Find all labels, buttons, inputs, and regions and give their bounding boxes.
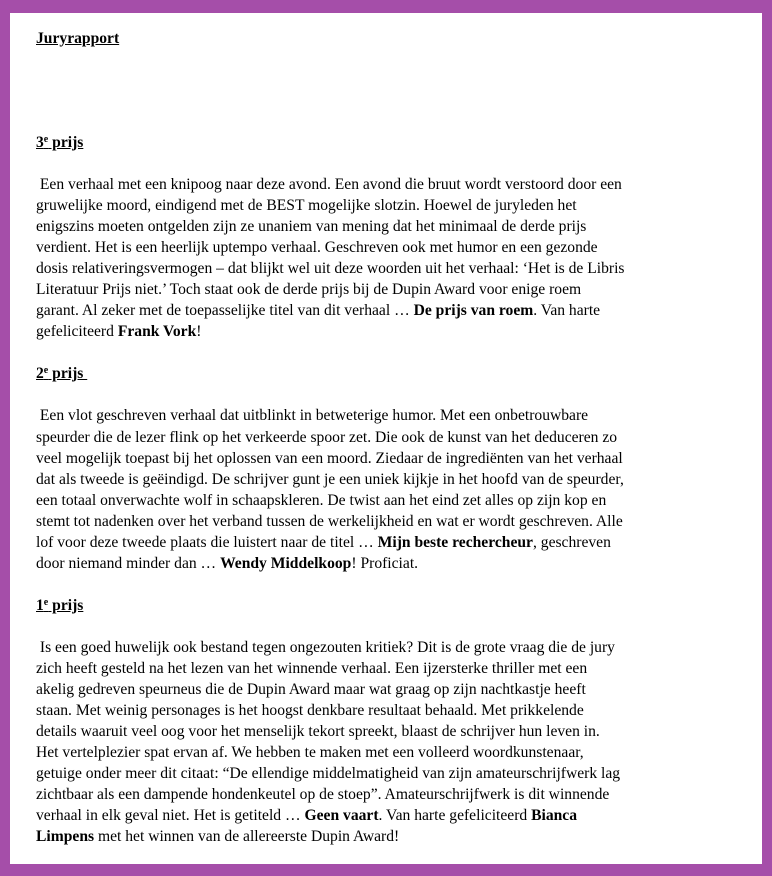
spacer	[36, 153, 736, 174]
heading-superscript: e	[43, 365, 49, 377]
text-run: ! Proficiat.	[351, 554, 419, 572]
paragraph-third-prize	[36, 174, 736, 342]
story-title-bold: Mijn beste rechercheur	[377, 533, 533, 551]
text-line: Het vertelplezier spat ervan af. We hebben te maken met een volleerd woordkunstenaar,	[36, 744, 584, 762]
text-line: getuige onder meer dit citaat: “De ellendige middelmatigheid van zijn amateurschrijfwerk lag	[36, 765, 621, 783]
spacer	[36, 574, 736, 595]
text-run: verhaal in elk geval niet. Het is getiteld …	[36, 807, 305, 825]
heading-number: 2	[36, 365, 44, 383]
text-line: dat als tweede is geëindigd. De schrijver gunt je een uniek kijkje in het hoofd van de speurder,	[36, 470, 624, 488]
text-line	[36, 321, 736, 342]
document-title: Juryrapport	[36, 30, 120, 47]
heading-superscript: e	[43, 596, 49, 608]
text-line: akelig gedreven speurneus die de Dupin Award maar wat graag op zijn nachtkastje heeft	[36, 680, 586, 698]
text-line: enigszins moeten ontgelden zijn ze unaniem van mening dat het minimaal de derde prijs	[36, 218, 587, 236]
heading-third-prize	[36, 132, 736, 153]
heading-number: 1	[36, 596, 44, 614]
text-line: zich heeft gesteld na het lezen van het winnende verhaal. Een ijzersterke thriller met een	[36, 659, 588, 677]
text-line	[36, 553, 736, 574]
document-page	[36, 28, 736, 847]
text-line	[36, 300, 736, 321]
story-title-bold: De prijs van roem	[413, 302, 534, 320]
heading-superscript: e	[43, 134, 49, 145]
spacer	[36, 384, 736, 405]
author-name-bold: Limpens	[36, 828, 95, 846]
text-line: veel mogelijk toepast bij het oplossen van een moord. Ziedaar de ingrediënten van het verhaal	[36, 449, 623, 467]
heading-first-prize	[36, 595, 736, 616]
text-run: gefeliciteerd	[36, 323, 118, 341]
story-title-bold: Geen vaart	[304, 807, 379, 825]
text-line: dosis relativeringsvermogen – dat blijkt wel uit deze woorden uit het verhaal: ‘Het is de Libris	[36, 260, 625, 278]
heading-word: prijs	[48, 365, 88, 383]
text-line: Een vlot geschreven verhaal dat uitblinkt in betweterige humor. Met een onbetrouwbare	[36, 407, 589, 425]
text-line	[36, 805, 736, 826]
text-line	[36, 532, 736, 553]
text-line: staan. Met weinig personages is het hoogst denkbare resultaat behaald. Met prikkelende	[36, 702, 584, 720]
text-run: . Van harte	[533, 302, 601, 320]
text-line: Literatuur Prijs niet.’ Toch staat ook de derde prijs bij de Dupin Award voor enige roem	[36, 281, 582, 299]
paragraph-first-prize	[36, 637, 736, 847]
text-line: zichtbaar als een dampende hondenkeutel op de stoep”. Amateurschrijfwerk is dit winnende	[36, 786, 610, 804]
text-line: een totaal onverwachte wolf in schaapskleren. De twist aan het eind zet alles op zijn kop en	[36, 491, 607, 509]
heading-word: prijs	[48, 134, 84, 151]
text-line: Een verhaal met een knipoog naar deze avond. Een avond die bruut wordt verstoord door een	[36, 176, 622, 194]
heading-second-prize	[36, 363, 736, 384]
text-line: verdient. Het is een heerlijk uptempo verhaal. Geschreven ook met humor en een gezonde	[36, 239, 598, 257]
text-run: garant. Al zeker met de toepasselijke titel van dit verhaal …	[36, 302, 414, 320]
text-run: met het winnen van de allereerste Dupin Award!	[94, 828, 400, 846]
author-name-bold: Frank Vork	[117, 323, 197, 341]
text-line: details waaruit veel oog voor het menselijk tekort spreekt, blaast de schrijver hun leven in.	[36, 723, 600, 741]
spacer	[36, 616, 736, 637]
text-run: !	[196, 323, 202, 341]
text-line	[36, 826, 736, 847]
heading-number: 3	[36, 134, 44, 151]
text-line: Is een goed huwelijk ook bestand tegen ongezouten kritiek? Dit is de grote vraag die de jury	[36, 638, 615, 656]
text-run: . Van harte gefeliciteerd	[378, 807, 532, 825]
text-run: , geschreven	[532, 533, 611, 551]
author-name-bold: Bianca	[531, 807, 578, 825]
text-run: lof voor deze tweede plaats die luistert naar de titel …	[36, 533, 378, 551]
spacer	[36, 49, 736, 132]
spacer	[36, 342, 736, 363]
paragraph-second-prize	[36, 405, 736, 573]
text-run: door niemand minder dan …	[36, 554, 221, 572]
heading-word: prijs	[48, 596, 84, 614]
text-line: speurder die de lezer flink op het verkeerde spoor zet. Die ook de kunst van het deduceren zo	[36, 428, 618, 446]
text-line: gruwelijke moord, eindigend met de BEST mogelijke slotzin. Hoewel de juryleden het	[36, 197, 577, 215]
author-name-bold: Wendy Middelkoop	[220, 554, 352, 572]
text-line: stemt tot nadenken over het verband tussen de werkelijkheid en wat er wordt geschreven. Alle	[36, 512, 623, 530]
